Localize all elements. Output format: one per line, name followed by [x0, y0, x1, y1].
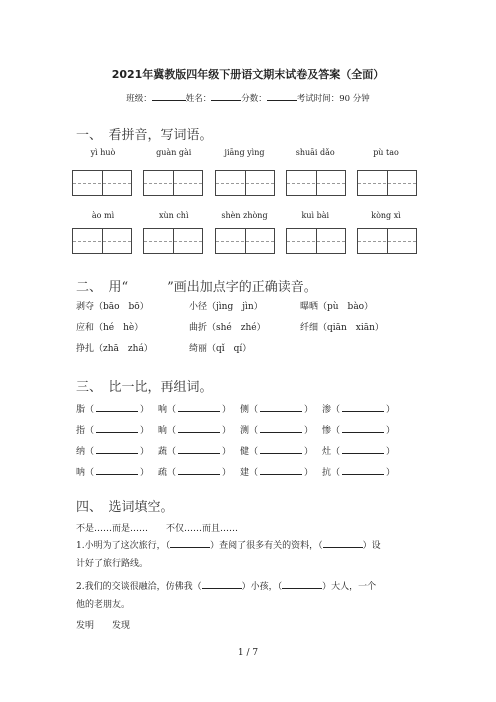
- section-2-heading: 二、 用“ ”画出加点字的正确读音。: [76, 280, 317, 295]
- question-text: 他的老朋友。: [76, 600, 131, 610]
- section-3-heading: 三、 比一比，再组词。: [76, 380, 213, 395]
- answer-blank[interactable]: [178, 402, 220, 412]
- writing-box[interactable]: [357, 228, 417, 254]
- class-label: 班级：: [126, 94, 152, 104]
- pinyin: pù tao: [373, 148, 399, 157]
- word-options: 不是……而是…… 不仅……而且……: [76, 524, 239, 534]
- compare-char: 脂: [76, 405, 86, 415]
- pinyin-row-1: [72, 148, 417, 157]
- compare-row: 指（ ） 晌（ ） 测（ ） 惨（ ）: [76, 423, 406, 436]
- answer-blank[interactable]: [260, 465, 302, 475]
- writing-box[interactable]: [286, 170, 346, 196]
- answer-blank[interactable]: [96, 402, 138, 412]
- name-label: 姓名：: [185, 94, 212, 104]
- reading-item: 纤细（qiān xiān）: [300, 323, 384, 333]
- pinyin: kòng xì: [371, 211, 401, 220]
- compare-char: 建: [240, 468, 250, 478]
- answer-blank[interactable]: [178, 444, 220, 454]
- time-label: 考试时间：90 分钟: [296, 94, 370, 104]
- word-options: 发明 发现: [76, 621, 131, 631]
- section-4-heading: 四、 选词填空。: [76, 500, 174, 515]
- reading-item: 小径（jìng jìn）: [189, 302, 263, 312]
- reading-item: 绮丽（qǐ qí）: [189, 344, 252, 354]
- writing-box[interactable]: [286, 228, 346, 254]
- section-1-heading: 一、 看拼音，写词语。: [76, 128, 213, 143]
- pinyin: xùn chì: [158, 211, 189, 220]
- compare-char: 指: [76, 426, 86, 436]
- writing-boxes-row-1: [72, 170, 417, 196]
- compare-char: 渗: [322, 405, 332, 415]
- question-2: [76, 578, 422, 614]
- question-text: 2.我们的交谈很融洽，仿佛我（: [76, 582, 202, 592]
- reading-item: 挣扎（zhā zhá）: [76, 344, 153, 354]
- pinyin: jiāng yìng: [224, 148, 265, 157]
- compare-char: 测: [240, 426, 250, 436]
- compare-char: 健: [240, 447, 250, 457]
- compare-char: 疏: [158, 468, 168, 478]
- pinyin: ào mì: [91, 211, 115, 220]
- page-title: 2021年冀教版四年级下册语文期末试卷及答案（全面）: [111, 68, 385, 81]
- answer-blank[interactable]: [96, 444, 138, 454]
- question-text: 计好了旅行路线。: [76, 559, 149, 569]
- question-text: 1.小明为了这次旅行，（: [76, 541, 171, 551]
- reading-item: 曝晒（pù bào）: [300, 302, 374, 312]
- answer-blank[interactable]: [260, 423, 302, 433]
- reading-item: 应和（hé hè）: [76, 323, 144, 333]
- pinyin: yì huò: [90, 148, 116, 157]
- name-blank[interactable]: [211, 91, 241, 101]
- pinyin: shuāi dǎo: [295, 148, 335, 157]
- compare-char: 灶: [322, 447, 332, 457]
- question-text: ）大人，一个: [322, 582, 377, 592]
- pinyin: guàn gài: [156, 148, 192, 157]
- compare-row: 脂（ ） 响（ ） 侧（ ） 渗（ ）: [76, 402, 406, 415]
- question-text: ）设: [362, 541, 381, 551]
- compare-char: 纳: [76, 447, 86, 457]
- question-text: ）小孩，（: [241, 582, 283, 592]
- writing-box[interactable]: [72, 228, 132, 254]
- writing-box[interactable]: [215, 228, 275, 254]
- compare-char: 响: [158, 405, 168, 415]
- question-1: [76, 537, 422, 573]
- answer-blank[interactable]: [323, 538, 363, 548]
- writing-box[interactable]: [143, 228, 203, 254]
- answer-blank[interactable]: [260, 444, 302, 454]
- writing-box[interactable]: [72, 170, 132, 196]
- reading-item: 剥夺（bāo bō）: [76, 302, 149, 312]
- score-label: 分数：: [241, 94, 267, 104]
- compare-char: 惨: [322, 426, 332, 436]
- answer-blank[interactable]: [342, 402, 384, 412]
- answer-blank[interactable]: [342, 444, 384, 454]
- compare-char: 呐: [76, 468, 86, 478]
- writing-box[interactable]: [357, 170, 417, 196]
- answer-blank[interactable]: [202, 579, 242, 589]
- answer-blank[interactable]: [260, 402, 302, 412]
- class-blank[interactable]: [152, 91, 186, 101]
- answer-blank[interactable]: [178, 423, 220, 433]
- writing-box[interactable]: [143, 170, 203, 196]
- answer-blank[interactable]: [178, 465, 220, 475]
- answer-blank[interactable]: [96, 465, 138, 475]
- question-text: ）查阅了很多有关的资料，（: [210, 541, 323, 551]
- reading-item: 曲折（shé zhé）: [189, 323, 266, 333]
- score-blank[interactable]: [267, 91, 297, 101]
- writing-boxes-row-2: [72, 228, 417, 254]
- student-info-line: [0, 91, 496, 104]
- pinyin: shèn zhòng: [221, 211, 268, 220]
- compare-char: 蔬: [158, 447, 168, 457]
- compare-char: 侧: [240, 405, 250, 415]
- pinyin-row-2: [72, 211, 417, 220]
- compare-char: 晌: [158, 426, 168, 436]
- compare-row: 呐（ ） 疏（ ） 建（ ） 抗（ ）: [76, 465, 406, 478]
- answer-blank[interactable]: [282, 579, 322, 589]
- compare-row: 纳（ ） 蔬（ ） 健（ ） 灶（ ）: [76, 444, 406, 457]
- answer-blank[interactable]: [342, 423, 384, 433]
- page-number: 1 / 7: [237, 648, 259, 658]
- answer-blank[interactable]: [96, 423, 138, 433]
- compare-char: 抗: [322, 468, 332, 478]
- writing-box[interactable]: [215, 170, 275, 196]
- pinyin: kuì bài: [301, 211, 330, 220]
- answer-blank[interactable]: [170, 538, 210, 548]
- answer-blank[interactable]: [342, 465, 384, 475]
